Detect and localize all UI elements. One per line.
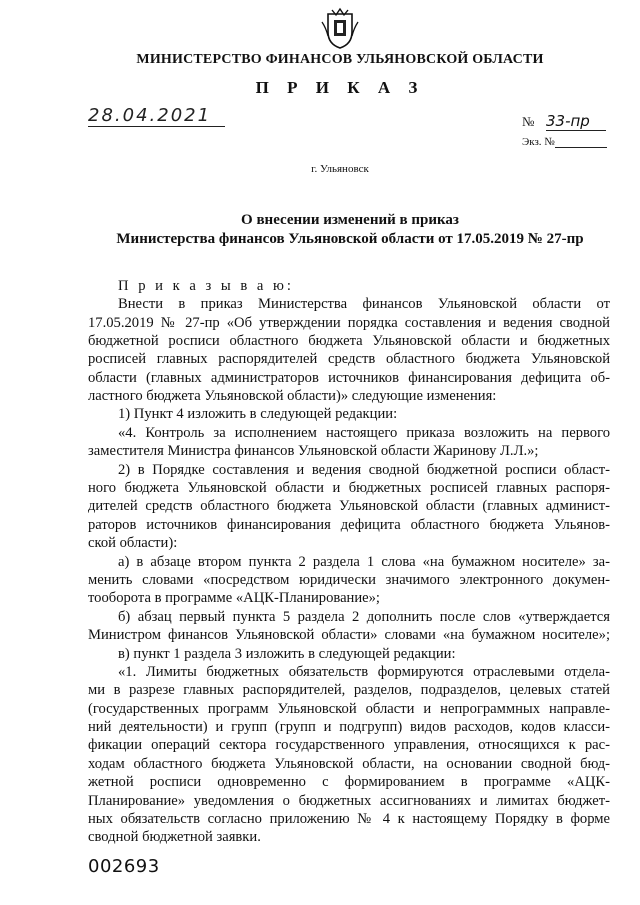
body-line: «4. Контроль за исполнением настоящего приказа возложить на первого: [118, 425, 610, 441]
body-line: области (главных администраторов источников финансирования дефицита об-: [88, 370, 610, 386]
body-line: жетной росписи одновременно с формированием в программе «АЦК-: [88, 774, 610, 790]
body-line: а) в абзаце втором пункта 2 раздела 1 слова «на бумажном носителе» за-: [118, 554, 610, 570]
order-number-row: [522, 112, 606, 131]
body-line: фикации операций сектора государственного управления, относящихся к рас-: [88, 737, 610, 753]
copy-number-blank: [555, 136, 607, 148]
body-line: в) пункт 1 раздела 3 изложить в следующей редакции:: [118, 646, 456, 662]
body-line: ходам областного бюджета Ульяновской области, на основании сводной бюд-: [88, 756, 610, 772]
body-line: ний деятельности) и групп (групп и подгрупп) видов расходов, кодов класси-: [88, 719, 610, 735]
copy-number-row: [522, 136, 607, 148]
body-line: ного бюджета Ульяновской области и бюджетных росписей главных распоря-: [88, 480, 610, 496]
body-line: менить словами «посредством юридически значимого электронного докумен-: [88, 572, 610, 588]
body-line: тооборота в программе «АЦК-Планирование»;: [88, 590, 380, 606]
copy-number-label: Экз. №: [522, 136, 555, 148]
city-label: г. Ульяновск: [311, 163, 369, 175]
body-line: «1. Лимиты бюджетных обязательств формируются отраслевыми отдела-: [118, 664, 610, 680]
body-line: 17.05.2019 № 27-пр «Об утверждении порядка составления и ведения сводной: [88, 315, 610, 331]
body-line: Планирование» уведомления о бюджетных ассигнованиях и лимитах бюджет-: [88, 793, 610, 809]
body-line: заместителя Министра финансов Ульяновской области Жаринову Л.Л.»;: [88, 443, 539, 459]
body-line: бюджетной росписи областного бюджета Ульяновской области и бюджетных: [88, 333, 610, 349]
body-line: (государственных программ Ульяновской области и непрограммных направле-: [88, 701, 610, 717]
order-number: 33-пр: [546, 112, 606, 131]
body-line: ми в разрезе главных распорядителей, разделов, подразделов, целевых статей: [88, 682, 610, 698]
body-line: раторов источников финансирования дефицита областного бюджета Ульянов-: [88, 517, 610, 533]
body-line: П р и к а з ы в а ю:: [118, 278, 294, 294]
body-line: сводной бюджетной заявки.: [88, 829, 261, 845]
body-line: Внести в приказ Министерства финансов Ульяновской области от: [118, 296, 610, 312]
body-line: 1) Пункт 4 изложить в следующей редакции:: [118, 406, 398, 422]
coat-of-arms-emblem: [318, 6, 362, 50]
ministry-name: МИНИСТЕРСТВО ФИНАНСОВ УЛЬЯНОВСКОЙ ОБЛАСТИ: [136, 52, 544, 67]
number-prefix: №: [522, 114, 535, 129]
body-line: росписей главных распорядителей средств областного бюджета Ульяновской: [88, 351, 610, 367]
body-line: ластного бюджета Ульяновской области)» следующие изменения:: [88, 388, 497, 404]
serial-number: 002693: [88, 856, 160, 877]
body-line: б) абзац первый пункта 5 раздела 2 дополнить после слов «утверждается: [118, 609, 610, 625]
body-line: 2) в Порядке составления и ведения сводной бюджетной росписи област-: [118, 462, 610, 478]
body-line: ных обязательств согласно приложению № 4 к настоящему Порядку в форме: [88, 811, 610, 827]
title-line-2: Министерства финансов Ульяновской области от 17.05.2019 № 27-пр: [116, 231, 584, 247]
body-line: Министром финансов Ульяновской области» словами «на бумажном носителе»;: [88, 627, 610, 643]
order-date: 28.04.2021: [88, 106, 225, 127]
title-line-1: О внесении изменений в приказ: [241, 212, 459, 228]
document-type-title: П Р И К А З: [255, 78, 425, 97]
body-line: ской области):: [88, 535, 178, 551]
body-line: дителей средств областного бюджета Ульяновской области (главных админист-: [88, 498, 610, 514]
